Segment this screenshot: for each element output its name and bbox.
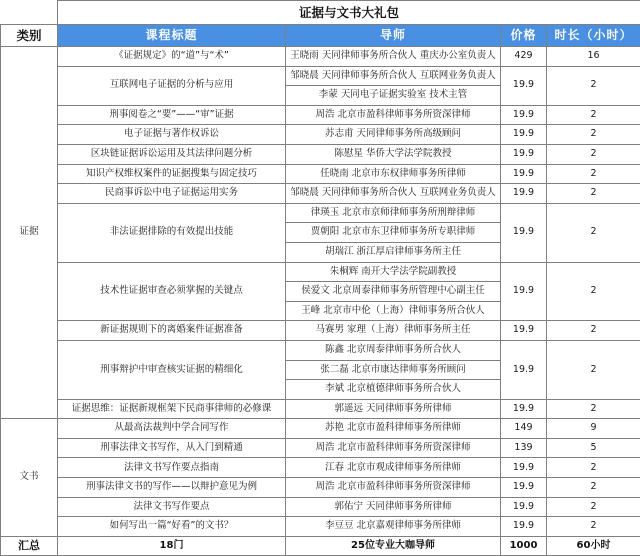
table-row: [1, 478, 640, 498]
table-row: [1, 321, 640, 341]
course-title: 非法证据排除的有效提出技能: [58, 203, 286, 262]
course-price: 19.9: [501, 184, 547, 204]
table-row: [1, 164, 640, 184]
course-price: 149: [501, 419, 547, 439]
course-title: 刑事法律文书的写作——以辩护意见为例: [58, 478, 286, 498]
total-courses: 18门: [58, 536, 286, 555]
course-teacher: 王晓雨 天同律师事务所合伙人 重庆办公室负责人: [286, 47, 501, 67]
course-price: 19.9: [501, 164, 547, 184]
course-teacher: 任晓南 北京市东权律师事务所律师: [286, 164, 501, 184]
course-teacher: 朱桐辉 南开大学法学院副教授: [286, 262, 501, 282]
course-title: 如何写出一篇“好看”的文书？: [58, 517, 286, 537]
table-row: [1, 458, 640, 478]
course-price: 19.9: [501, 125, 547, 145]
course-teacher: 侯爱文 北京周泰律师事务所管理中心副主任: [286, 282, 501, 302]
course-title: 互联网电子证据的分析与应用: [58, 66, 286, 105]
course-duration: 2: [547, 262, 640, 321]
total-teachers: 25位专业大咖导师: [286, 536, 501, 555]
totals-row: [1, 536, 640, 555]
course-duration: 2: [547, 340, 640, 399]
course-teacher: 胡瑞江 浙江厚启律师事务所主任: [286, 242, 501, 262]
course-teacher: 郭佑宁 天同律师事务所律师: [286, 497, 501, 517]
table-row: [1, 517, 640, 537]
course-title: 法律文书写作要点指南: [58, 458, 286, 478]
course-duration: 2: [547, 497, 640, 517]
course-duration: 2: [547, 458, 640, 478]
course-teacher: 邹晓晨 天同律师事务所合伙人 互联网业务负责人: [286, 66, 501, 86]
course-teacher: 苏艳 北京市盈科律师事务所律师: [286, 419, 501, 439]
course-teacher: 邹晓晨 天同律师事务所合伙人 互联网业务负责人: [286, 184, 501, 204]
table-row: [1, 105, 640, 125]
course-duration: 2: [547, 321, 640, 341]
course-price: 19.9: [501, 478, 547, 498]
course-price: 19.9: [501, 203, 547, 262]
course-price: 139: [501, 438, 547, 458]
course-teacher: 李蒙 天同电子证据实验室 技术主管: [286, 86, 501, 106]
course-duration: 2: [547, 105, 640, 125]
course-price: 19.9: [501, 321, 547, 341]
course-title: 知识产权维权案件的证据搜集与固定技巧: [58, 164, 286, 184]
table-row: [1, 497, 640, 517]
course-title: 《证据规定》的“道”与“术”: [58, 47, 286, 67]
course-title: 从最高法裁判中学合同写作: [58, 419, 286, 439]
header-teacher: 导师: [286, 25, 501, 47]
course-teacher: 贾朝阳 北京市东卫律师事务所专职律师: [286, 223, 501, 243]
course-title: 民商事诉讼中电子证据运用实务: [58, 184, 286, 204]
table-row: [1, 184, 640, 204]
title-row: [1, 1, 640, 25]
course-teacher: 李豆豆 北京嘉观律师事务所律师: [286, 517, 501, 537]
table-row: [1, 340, 640, 360]
table-row: [1, 66, 640, 86]
course-teacher: 周浩 北京市盈科律师事务所资深律师: [286, 478, 501, 498]
course-title: 新证据规则下的离婚案件证据准备: [58, 321, 286, 341]
table-row: [1, 399, 640, 419]
table-row: [1, 47, 640, 67]
table-row: [1, 262, 640, 282]
course-price: 19.9: [501, 497, 547, 517]
category-evidence: 证据: [1, 47, 58, 419]
table-row: [1, 125, 640, 145]
course-teacher: 江春 北京市观成律师事务所律师: [286, 458, 501, 478]
course-teacher: 王峰 北京市中伦（上海）律师事务所合伙人: [286, 301, 501, 321]
course-price: 19.9: [501, 399, 547, 419]
course-price: 19.9: [501, 458, 547, 478]
header-price: 价格: [501, 25, 547, 47]
course-duration: 2: [547, 164, 640, 184]
course-title: 电子证据与著作权诉讼: [58, 125, 286, 145]
table-row: [1, 203, 640, 223]
course-duration: 16: [547, 47, 640, 67]
category-documents: 文书: [1, 419, 58, 537]
course-title: 刑事阅卷之“要”——“审”证据: [58, 105, 286, 125]
course-teacher: 陈慰星 华侨大学法学院教授: [286, 144, 501, 164]
total-hours: 60小时: [547, 536, 640, 555]
course-title: 技术性证据审查必须掌握的关键点: [58, 262, 286, 321]
course-price: 429: [501, 47, 547, 67]
course-teacher: 律瑛玉 北京市京师律师事务所刑辩律师: [286, 203, 501, 223]
table-row: [1, 419, 640, 439]
course-teacher: 周浩 北京市盈科律师事务所资深律师: [286, 438, 501, 458]
course-teacher: 李斌 北京植德律师事务所合伙人: [286, 380, 501, 400]
course-title: 区块链证据诉讼运用及其法律问题分析: [58, 144, 286, 164]
course-duration: 2: [547, 399, 640, 419]
course-teacher: 张二磊 北京市康达律师事务所顾问: [286, 360, 501, 380]
course-teacher: 马赛男 家理（上海）律师事务所主任: [286, 321, 501, 341]
course-duration: 2: [547, 517, 640, 537]
course-title: 刑事辩护中审查核实证据的精细化: [58, 340, 286, 399]
header-category: 类别: [1, 25, 58, 47]
course-duration: 2: [547, 203, 640, 262]
course-duration: 5: [547, 438, 640, 458]
course-duration: 2: [547, 125, 640, 145]
table-row: [1, 144, 640, 164]
header-row: [1, 25, 640, 47]
course-duration: 2: [547, 184, 640, 204]
course-title: 刑事法律文书写作，从入门到精通: [58, 438, 286, 458]
course-price: 19.9: [501, 144, 547, 164]
course-price: 19.9: [501, 66, 547, 105]
course-teacher: 苏志甫 天同律师事务所高级顾问: [286, 125, 501, 145]
course-price: 19.9: [501, 517, 547, 537]
course-teacher: 郭遥远 天同律师事务所律师: [286, 399, 501, 419]
table-title: 证据与文书大礼包: [58, 1, 640, 25]
total-price: 1000: [501, 536, 547, 555]
course-teacher: 陈鑫 北京周泰律师事务所合伙人: [286, 340, 501, 360]
course-duration: 2: [547, 478, 640, 498]
course-price: 19.9: [501, 262, 547, 321]
header-course: 课程标题: [58, 25, 286, 47]
course-title: 证据思维：证据新规框架下民商事律师的必修课: [58, 399, 286, 419]
course-duration: 2: [547, 144, 640, 164]
table-row: [1, 438, 640, 458]
course-title: 法律文书写作要点: [58, 497, 286, 517]
category-total: 汇总: [1, 536, 58, 555]
course-price: 19.9: [501, 105, 547, 125]
header-duration: 时长（小时）: [547, 25, 640, 47]
course-duration: 2: [547, 66, 640, 105]
title-spacer: [1, 1, 58, 25]
course-price: 19.9: [501, 340, 547, 399]
course-teacher: 周浩 北京市盈科律师事务所资深律师: [286, 105, 501, 125]
course-duration: 9: [547, 419, 640, 439]
